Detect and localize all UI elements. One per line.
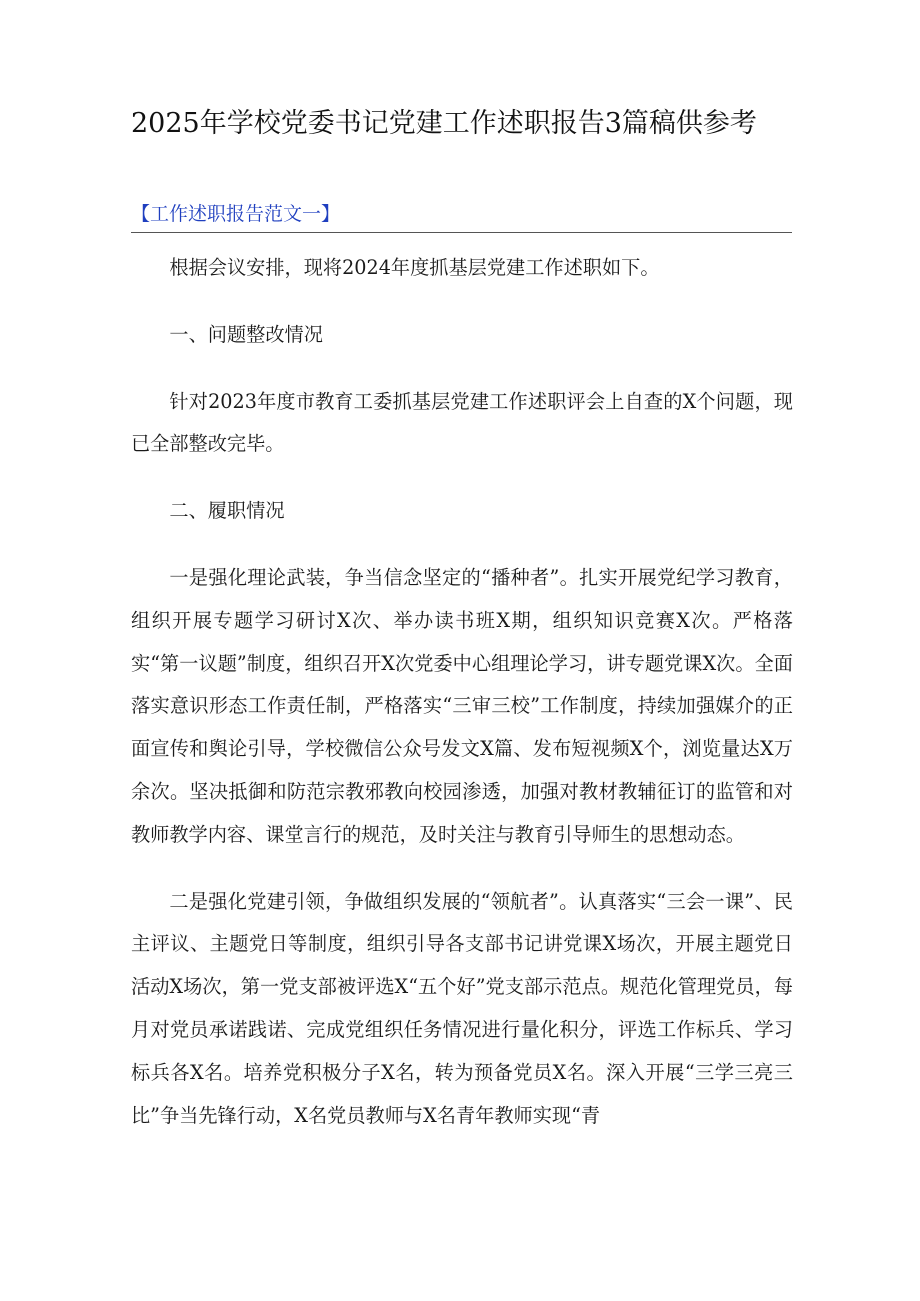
heading-divider <box>131 232 792 233</box>
paragraph-theory: 一是强化理论武装，争当信念坚定的“播种者”。扎实开展党纪学习教育，组织开展专题学习研讨X次、举办读书班X期，组织知识竞赛X次。严格落实“第一议题”制度，组织召开X次党委中心组理论学习，讲专题党课X次。全面落实意识形态工作责任制，严格落实“三审三校”工作制度，持续加强媒介的正面宣传和舆论引导，学校微信公众号发文X篇、发布短视频X个，浏览量达X万余次。坚决抵御和防范宗教邪教向校园渗透，加强对教材教辅征订的监管和对教师教学内容、课堂言行的规范，及时关注与教育引导师生的思想动态。 <box>131 565 793 846</box>
paragraph-party-building: 二是强化党建引领，争做组织发展的“领航者”。认真落实“三会一课”、民主评议、主题党日等制度，组织引导各支部书记讲党课X场次，开展主题党日活动X场次，第一党支部被评选X“五个好”党支部示范点。规范化管理党员，每月对党员承诺践诺、完成党组织任务情况进行量化积分，评选工作标兵、学习标兵各X名。培养党积极分子X名，转为预备党员X名。深入开展“三学三亮三比”争当先锋行动，X名党员教师与X名青年教师实现“青 <box>131 889 793 1127</box>
paragraph-heading-duties: 二、履职情况 <box>169 499 285 523</box>
section-heading: 【工作述职报告范文一】 <box>131 203 341 225</box>
paragraph-intro: 根据会议安排，现将2024年度抓基层党建工作述职如下。 <box>169 256 660 279</box>
document-title: 2025年学校党委书记党建工作述职报告3篇稿供参考 <box>131 108 757 139</box>
paragraph-rectification: 针对2023年度市教育工委抓基层党建工作述职评会上自查的X个问题，现已全部整改完毕。 <box>131 389 793 456</box>
paragraph-heading-rectification: 一、问题整改情况 <box>169 322 323 346</box>
document-body <box>131 247 793 1161</box>
